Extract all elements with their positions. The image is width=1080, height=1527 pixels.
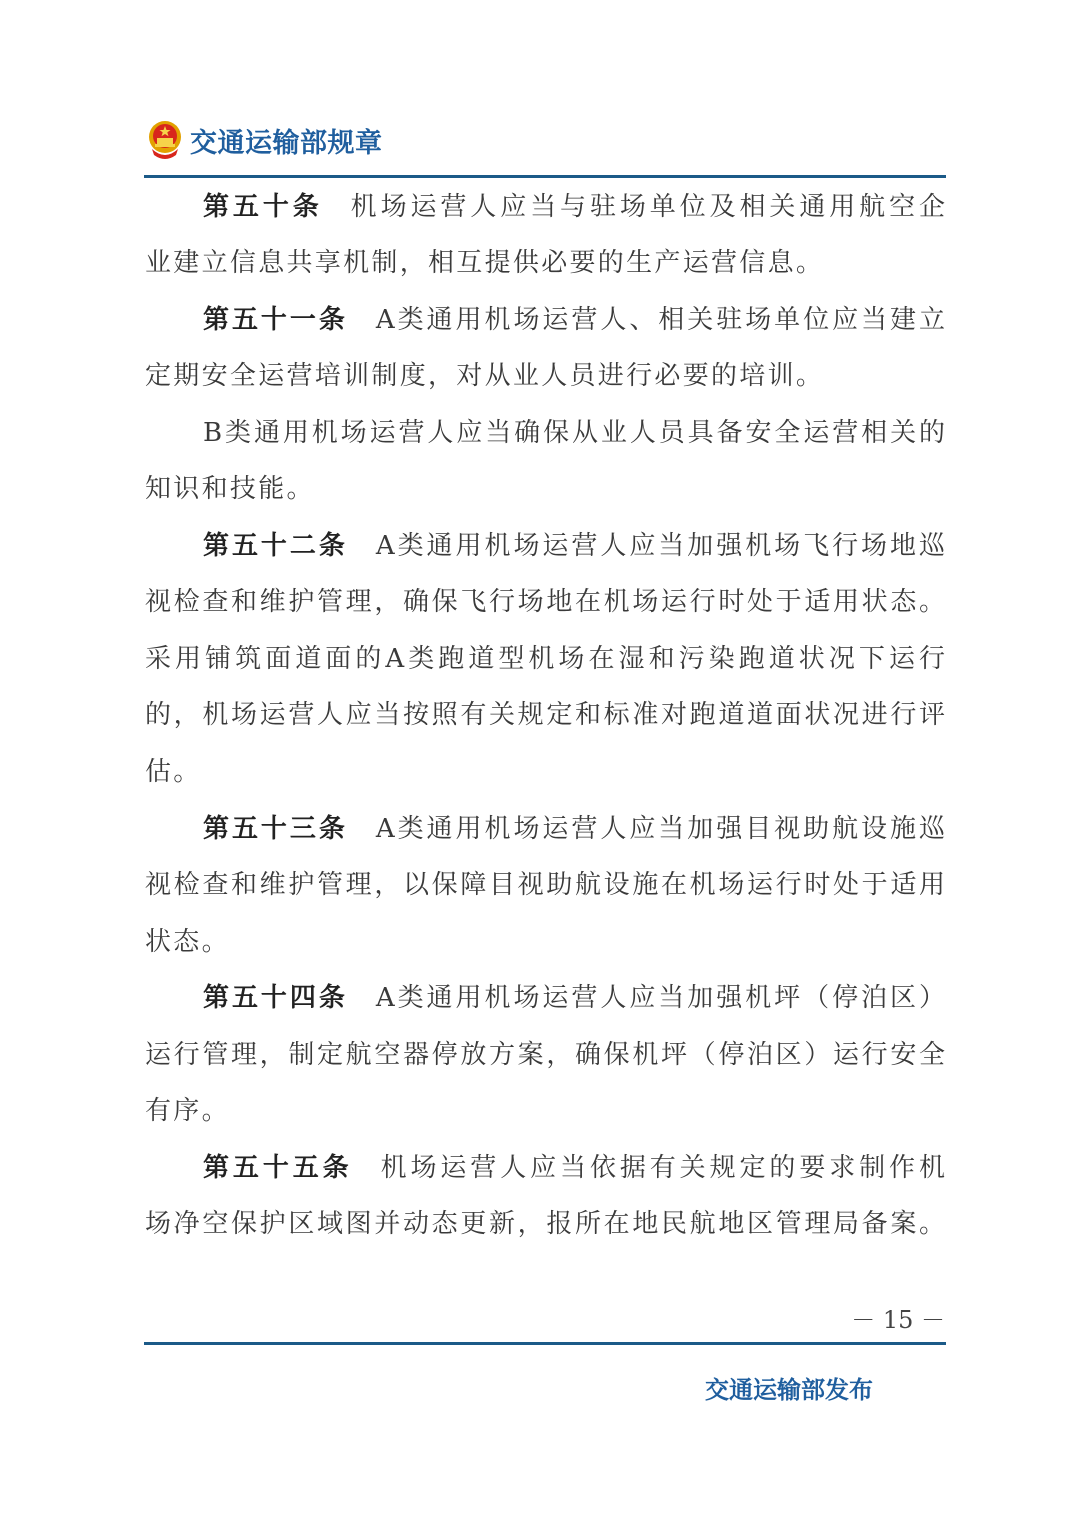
- text-line: [203, 1151, 945, 1185]
- line-text: A类通用机场运营人应当加强目视助航设施巡: [375, 814, 945, 844]
- line-text: A类通用机场运营人、相关驻场单位应当建立: [375, 305, 945, 335]
- article-heading: 第五十条: [203, 192, 323, 222]
- national-emblem-icon: [146, 119, 184, 161]
- text-line: 业建立信息共享机制，相互提供必要的生产运营信息。: [145, 248, 825, 278]
- text-line: 定期安全运营培训制度，对从业人员进行必要的培训。: [145, 361, 825, 391]
- text-line: [203, 529, 945, 563]
- article-heading: 第五十二条: [203, 531, 348, 561]
- text-line: [203, 812, 945, 846]
- text-line: [203, 981, 945, 1015]
- text-line: [203, 190, 945, 224]
- article-heading: 第五十四条: [203, 983, 348, 1013]
- text-line: 视检查和维护管理，确保飞行场地在机场运行时处于适用状态。: [145, 587, 945, 617]
- text-line: 知识和技能。: [145, 474, 315, 504]
- footer-publisher: 交通运输部发布: [705, 1376, 873, 1404]
- line-text: 机场运营人应当与驻场单位及相关通用航空企: [350, 192, 945, 222]
- text-line: 的，机场运营人应当按照有关规定和标准对跑道道面状况进行评: [145, 700, 945, 730]
- line-text: A类通用机场运营人应当加强机场飞行场地巡: [375, 531, 945, 561]
- text-line: 估。: [145, 757, 202, 787]
- document-header: [146, 118, 383, 162]
- header-title: 交通运输部规章: [190, 127, 383, 159]
- text-line: B类通用机场运营人应当确保从业人员具备安全运营相关的: [203, 418, 945, 448]
- text-line: 视检查和维护管理，以保障目视助航设施在机场运行时处于适用: [145, 870, 945, 900]
- article-heading: 第五十三条: [203, 814, 348, 844]
- page-number: － 15 －: [851, 1306, 945, 1334]
- footer-rule: [144, 1342, 946, 1345]
- line-text: 机场运营人应当依据有关规定的要求制作机: [380, 1153, 945, 1183]
- text-line: 运行管理，制定航空器停放方案，确保机坪（停泊区）运行安全: [145, 1040, 945, 1070]
- text-line: 有序。: [145, 1096, 230, 1126]
- text-line: 采用铺筑面道面的A类跑道型机场在湿和污染跑道状况下运行: [145, 644, 945, 674]
- header-rule: [144, 175, 946, 178]
- article-heading: 第五十五条: [203, 1153, 353, 1183]
- article-heading: 第五十一条: [203, 305, 348, 335]
- text-line: 场净空保护区域图并动态更新，报所在地民航地区管理局备案。: [145, 1209, 945, 1239]
- text-line: 状态。: [145, 927, 230, 957]
- text-line: [203, 303, 945, 337]
- line-text: A类通用机场运营人应当加强机坪（停泊区）: [375, 983, 945, 1013]
